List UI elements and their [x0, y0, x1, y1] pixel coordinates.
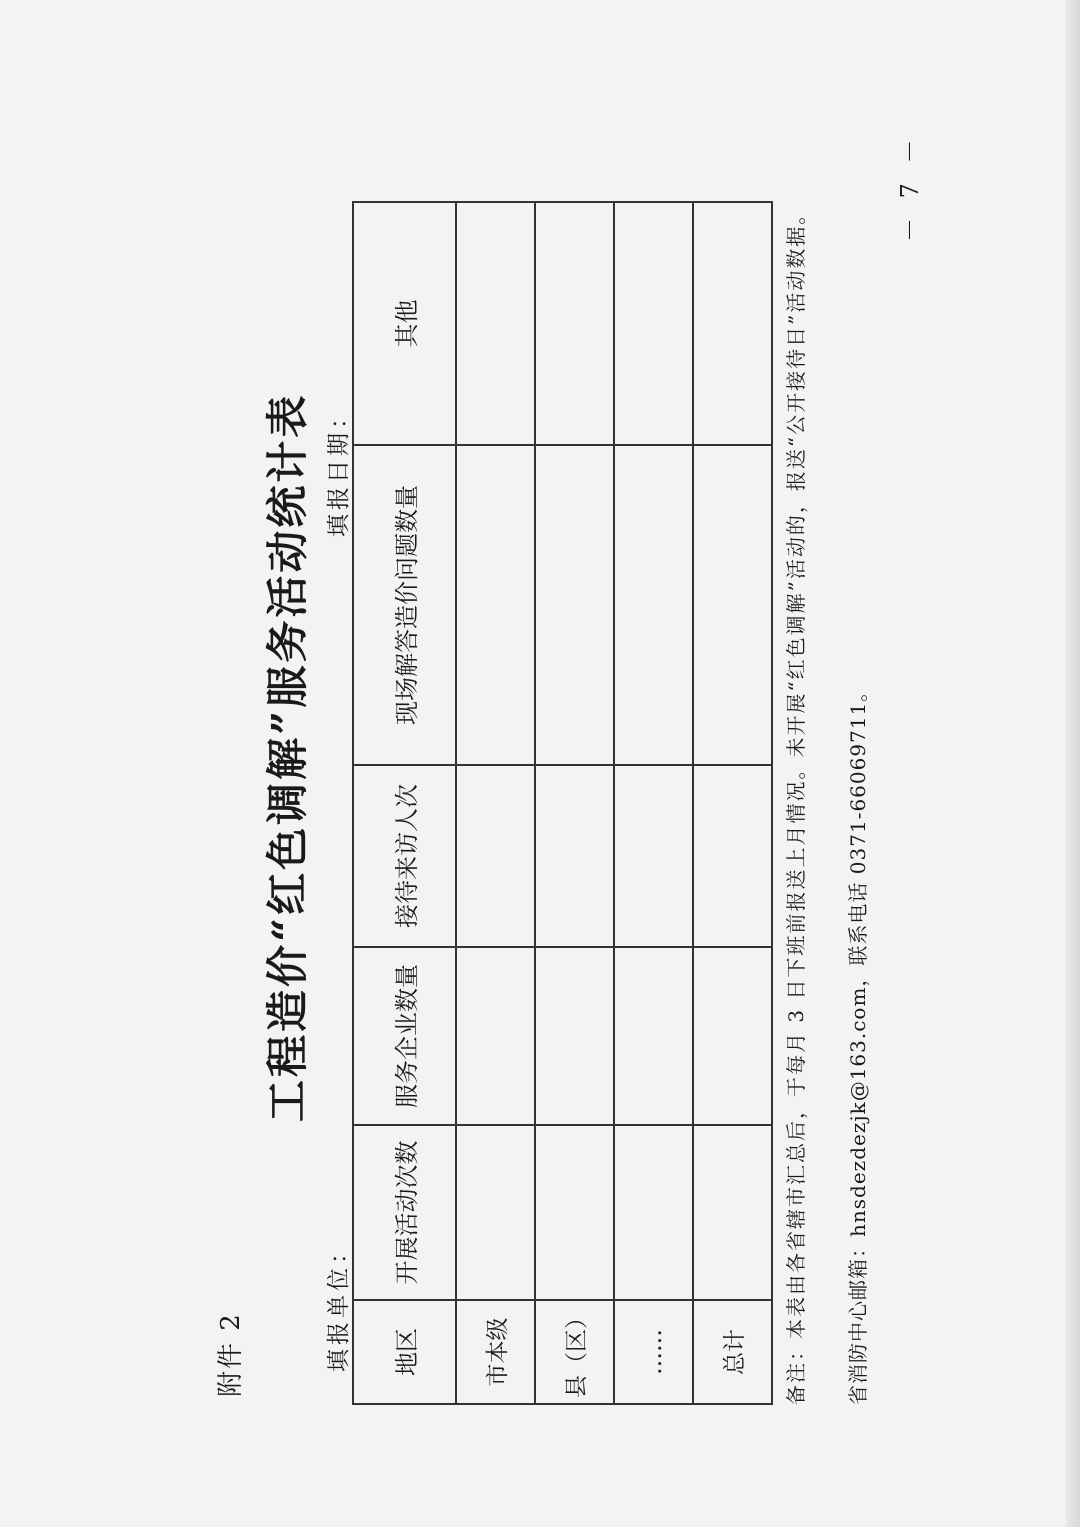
- table-header-row: [353, 202, 456, 1404]
- table-cell: [456, 1125, 535, 1300]
- table-cell: [693, 445, 772, 765]
- table-row: [456, 202, 535, 1404]
- header-questions-answered: 现场解答造价问题数量: [353, 445, 456, 765]
- fill-date-label: 填报日期：: [326, 402, 352, 537]
- table-cell: [614, 765, 693, 947]
- row-label: ……: [614, 1300, 693, 1404]
- table-cell: [614, 947, 693, 1125]
- row-label: 县（区）: [535, 1300, 614, 1404]
- row-label: 总计: [693, 1300, 772, 1404]
- table-cell: [535, 445, 614, 765]
- table-cell: [456, 202, 535, 445]
- table-row: [614, 202, 693, 1404]
- statistics-table: [352, 201, 773, 1405]
- page-number: － 7 －: [896, 133, 924, 242]
- table-cell: [535, 947, 614, 1125]
- table-cell: [693, 202, 772, 445]
- table-cell: [614, 202, 693, 445]
- row-label: 市本级: [456, 1300, 535, 1404]
- header-enterprise-count: 服务企业数量: [353, 947, 456, 1125]
- table-cell: [535, 202, 614, 445]
- table-cell: [456, 765, 535, 947]
- page-title: 工程造价“红色调解”服务活动统计表: [263, 392, 312, 1122]
- table-cell: [535, 765, 614, 947]
- table-cell: [456, 445, 535, 765]
- contact-line: 省消防中心邮箱：hnsdezdezjk@163.com，联系电话 0371-66069711。: [846, 680, 870, 1405]
- table-cell: [693, 1125, 772, 1300]
- table-cell: [614, 445, 693, 765]
- header-visitor-count: 接待来访人次: [353, 765, 456, 947]
- table-cell: [693, 765, 772, 947]
- header-activity-count: 开展活动次数: [353, 1125, 456, 1300]
- table-cell: [693, 947, 772, 1125]
- remark-note: 备注：本表由各省辖市汇总后，于每月 3 日下班前报送上月情况。未开展“红色调解”活动的，报送“公开接待日”活动数据。: [784, 202, 808, 1405]
- table-cell: [614, 1125, 693, 1300]
- fill-unit-label: 填报单位：: [326, 1237, 352, 1372]
- header-region: 地区: [353, 1300, 456, 1404]
- header-other: 其他: [353, 202, 456, 445]
- table-row: [535, 202, 614, 1404]
- table-cell: [456, 947, 535, 1125]
- table-cell: [535, 1125, 614, 1300]
- attachment-label: 附件 2: [216, 1312, 246, 1397]
- table-row: [693, 202, 772, 1404]
